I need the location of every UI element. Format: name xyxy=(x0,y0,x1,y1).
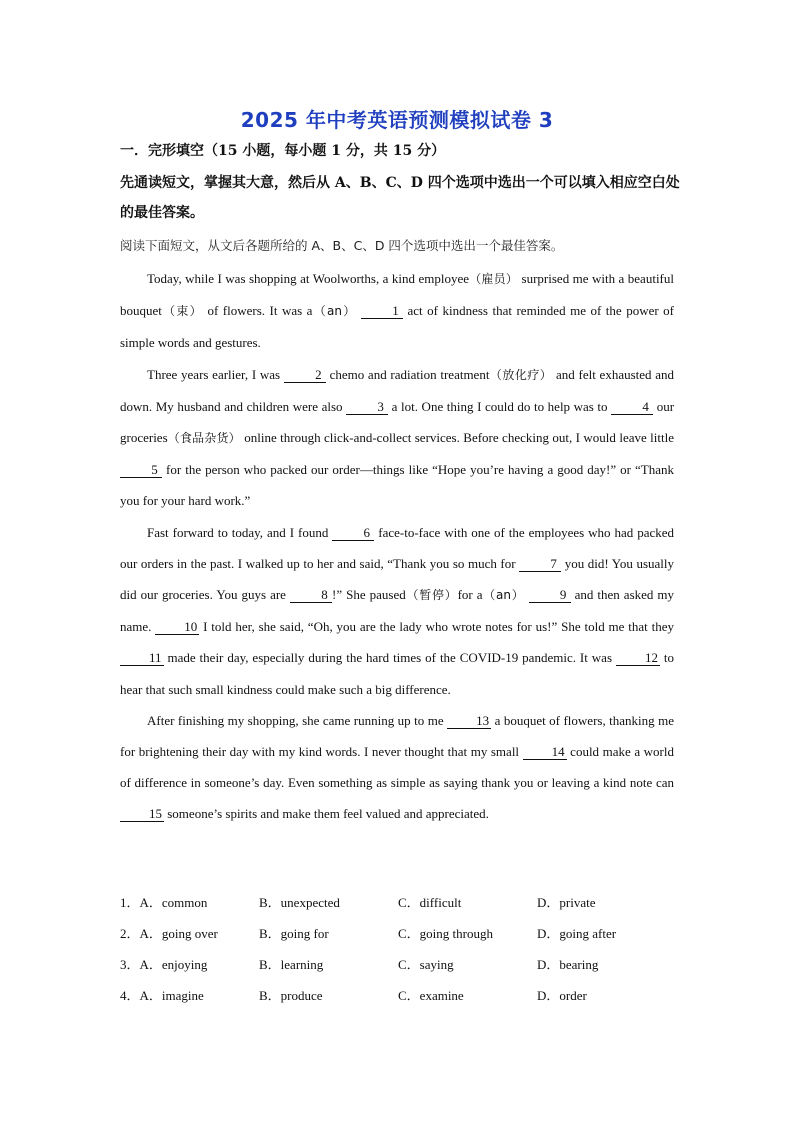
annotation: （放化疗） xyxy=(489,367,553,382)
blank-10: 10 xyxy=(155,619,199,635)
text: could make a world of difference in someone’s day. Even something as simple as saying thank you or leaving a kind note can xyxy=(120,744,674,791)
blank-7: 7 xyxy=(519,556,561,572)
annotation: （暂停） xyxy=(405,588,458,603)
instruction: 先通读短文，掌握其大意，然后从 A、B、C、D 四个选项中选出一个可以填入相应空白处的最佳答案。 xyxy=(120,175,680,221)
text: Today, while I was shopping at Woolworths, a kind employee xyxy=(147,271,469,286)
section-heading: 一．完形填空（15 小题，每小题 1 分，共 15 分） xyxy=(120,143,446,159)
blank-6: 6 xyxy=(332,525,374,541)
option: 4．A．imagine xyxy=(120,988,204,1003)
question-3-options xyxy=(120,948,680,979)
reading-intro: 阅读下面短文，从文后各题所给的 A、B、C、D 四个选项中选出一个最佳答案。 xyxy=(120,238,564,253)
blank-4: 4 xyxy=(611,399,653,415)
option: B．unexpected xyxy=(259,895,340,910)
option: B．learning xyxy=(259,957,324,972)
paragraph-4 xyxy=(120,705,674,830)
option: 3．A．enjoying xyxy=(120,957,208,972)
paragraph-1 xyxy=(120,263,674,359)
blank-1: 1 xyxy=(361,303,403,319)
annotation: （食品杂货） xyxy=(167,431,241,446)
blank-15: 15 xyxy=(120,806,164,822)
text: surprised me with a beautiful bouquet xyxy=(120,271,674,319)
question-1-options xyxy=(120,886,680,917)
paragraph-2 xyxy=(120,359,674,517)
option: D．bearing xyxy=(537,957,599,972)
text: Fast forward to today, and I found xyxy=(147,524,329,540)
text: someone’s spirits and make them feel valued and appreciated. xyxy=(167,806,489,822)
annotation: （an） xyxy=(482,588,525,603)
text: of flowers. It was a xyxy=(207,303,313,319)
text: and then asked my name. xyxy=(120,587,675,635)
text: act of kindness that reminded me of the power of simple words and gestures. xyxy=(120,303,675,351)
page-title: 2025 年中考英语预测模拟试卷 3 xyxy=(240,108,554,132)
text: for a xyxy=(457,587,483,603)
text: you did! You usually did our groceries. You guys are xyxy=(120,555,674,603)
blank-13: 13 xyxy=(447,713,491,729)
annotation: （束） xyxy=(161,304,203,319)
text: for the person who packed our order—things like “Hope you’re having a good day!” or “Thank you for your hard work.” xyxy=(120,462,675,509)
option: B．going for xyxy=(259,926,329,941)
blank-2: 2 xyxy=(284,367,326,383)
text: a lot. One thing I could do to help was to xyxy=(391,398,608,414)
option: D．going after xyxy=(537,926,617,941)
passage xyxy=(120,263,674,830)
text: to hear that such small kindness could make such a big difference. xyxy=(120,650,675,697)
text: !” She paused xyxy=(331,587,406,603)
paragraph-3 xyxy=(120,517,674,705)
option: C．going through xyxy=(398,926,493,941)
text: and felt exhausted and down. My husband and children were also xyxy=(120,366,675,414)
option: D．private xyxy=(537,895,596,910)
text: I told her, she said, “Oh, you are the lady who wrote notes for us!” She told me that they xyxy=(203,619,675,635)
annotation: （雇员） xyxy=(469,272,519,286)
text: face-to-face with one of the employees who had packed our orders in the past. I walked up to her and said, “Thank you so much for xyxy=(120,524,675,571)
blank-14: 14 xyxy=(523,744,567,760)
text: our groceries xyxy=(120,398,675,446)
option: 2．A．going over xyxy=(120,926,218,941)
text: made their day, especially during the hard times of the COVID-19 pandemic. It was xyxy=(167,650,613,666)
blank-12: 12 xyxy=(616,650,660,666)
question-2-options xyxy=(120,917,680,948)
blank-5: 5 xyxy=(120,462,162,478)
option: B．produce xyxy=(259,988,323,1003)
blank-3: 3 xyxy=(346,399,388,415)
text: online through click-and-collect services. Before checking out, I would leave little xyxy=(244,430,674,446)
question-4-options xyxy=(120,979,680,1010)
annotation: （an） xyxy=(312,304,357,319)
text: After finishing my shopping, she came running up to me xyxy=(147,712,444,728)
option: 1．A．common xyxy=(120,895,208,910)
option: C．saying xyxy=(398,957,454,972)
blank-9: 9 xyxy=(529,587,571,603)
blank-11: 11 xyxy=(120,650,164,666)
text: Three years earlier, I was xyxy=(147,366,281,382)
text: chemo and radiation treatment xyxy=(329,366,490,382)
options-list xyxy=(120,886,680,1010)
option: C．difficult xyxy=(398,895,462,910)
text: a bouquet of flowers, thanking me for brightening their day with my kind words. I never thought that my small xyxy=(120,712,675,760)
option: C．examine xyxy=(398,988,464,1003)
blank-8: 8 xyxy=(290,587,332,603)
option: D．order xyxy=(537,988,587,1003)
